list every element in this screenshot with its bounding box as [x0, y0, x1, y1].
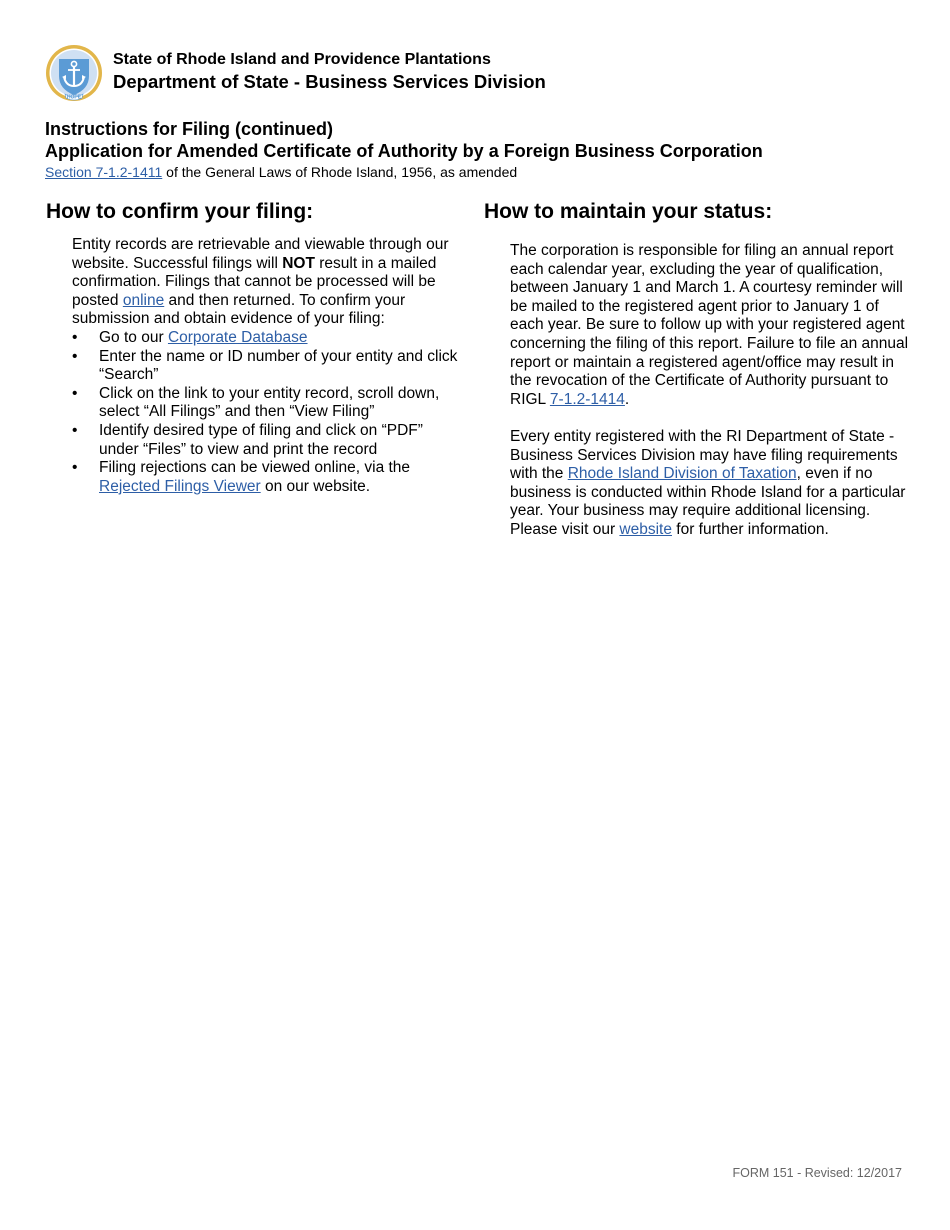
- maintain-status-section: [484, 199, 914, 540]
- instructions-title: Instructions for Filing (continued): [45, 119, 333, 139]
- intro-text: result in a mailed confirmation. Filings that cannot be processed will be posted: [72, 254, 437, 309]
- paragraph-text: for further information.: [671, 520, 829, 538]
- list-item-text: Filing rejections can be viewed online, via the: [99, 459, 411, 477]
- document-titles: [45, 118, 763, 182]
- intro-text: and then returned. To confirm your submission and obtain evidence of your filing:: [72, 291, 406, 328]
- list-item-text: on our website.: [260, 477, 371, 495]
- list-item: [72, 385, 466, 422]
- confirm-steps-list: [72, 329, 466, 496]
- bullet: •: [72, 328, 78, 346]
- application-title: Application for Amended Certificate of Authority by a Foreign Business Corporation: [45, 141, 763, 161]
- confirm-intro: [72, 236, 466, 329]
- bullet: •: [72, 384, 78, 402]
- taxation-paragraph: [510, 428, 914, 540]
- maintain-status-heading: How to maintain your status:: [484, 200, 773, 223]
- statute-text: of the General Laws of Rhode Island, 1956, as amended: [162, 164, 518, 180]
- website-link[interactable]: website: [619, 520, 672, 538]
- list-item: [72, 329, 466, 348]
- paragraph-text: The corporation is responsible for filing an annual report each calendar year, excluding the year of qualification, between January 1 and March 1. A courtesy reminder will be mailed to the registered agent prior to January 1 of each year. Be sure to follow up with your registered agent concerning the filing of this report. Failure to file an annual report or maintain a registered agent/office may result in the revocation of the Certificate of Authority pursuant to RIGL: [510, 242, 909, 408]
- rejected-filings-viewer-link[interactable]: Rejected Filings Viewer: [99, 477, 261, 495]
- seal-motto: HOPE: [66, 94, 82, 101]
- online-link[interactable]: online: [122, 291, 165, 309]
- paragraph-text: Every entity registered with the RI Department of State - Business Services Division may have filing requirements with the: [510, 427, 898, 483]
- corporate-database-link[interactable]: Corporate Database: [167, 328, 308, 346]
- form-revision-footer: FORM 151 - Revised: 12/2017: [732, 1166, 902, 1180]
- list-item: [72, 459, 466, 496]
- paragraph-text: .: [624, 390, 630, 408]
- annual-report-paragraph: [510, 242, 914, 409]
- department-name: Department of State - Business Services Division: [113, 71, 546, 92]
- division-of-taxation-link[interactable]: Rhode Island Division of Taxation: [567, 465, 797, 483]
- list-item-text: Go to our: [99, 328, 168, 346]
- confirm-filing-body: [72, 236, 466, 496]
- rhode-island-seal-icon: [45, 44, 103, 102]
- statute-reference: [45, 163, 763, 182]
- rigl-7-1-2-1414-link[interactable]: 7-1.2-1414: [549, 390, 625, 408]
- agency-header: [113, 50, 546, 94]
- bullet: •: [72, 459, 78, 477]
- bullet: •: [72, 347, 78, 365]
- intro-emphasis: NOT: [282, 254, 315, 272]
- list-item: [72, 348, 466, 385]
- paragraph-text: , even if no business is conducted within Rhode Island for a particular year. Your business may require additional licensing. Please visit our: [510, 465, 906, 538]
- list-item: [72, 422, 466, 459]
- section-link[interactable]: Section 7-1.2-1411: [45, 164, 163, 180]
- confirm-filing-section: [46, 199, 466, 496]
- list-item-text: Enter the name or ID number of your entity and click “Search”: [99, 347, 458, 384]
- bullet: •: [72, 421, 78, 439]
- maintain-status-body: [510, 242, 914, 540]
- list-item-text: Identify desired type of filing and click on “PDF” under “Files” to view and print the record: [99, 421, 423, 458]
- intro-text: Entity records are retrievable and viewable through our website. Successful filings will: [72, 236, 449, 272]
- state-name: State of Rhode Island and Providence Plantations: [113, 51, 491, 68]
- list-item-text: Click on the link to your entity record, scroll down, select “All Filings” and then “View Filing”: [99, 384, 440, 421]
- confirm-filing-heading: How to confirm your filing:: [46, 200, 314, 223]
